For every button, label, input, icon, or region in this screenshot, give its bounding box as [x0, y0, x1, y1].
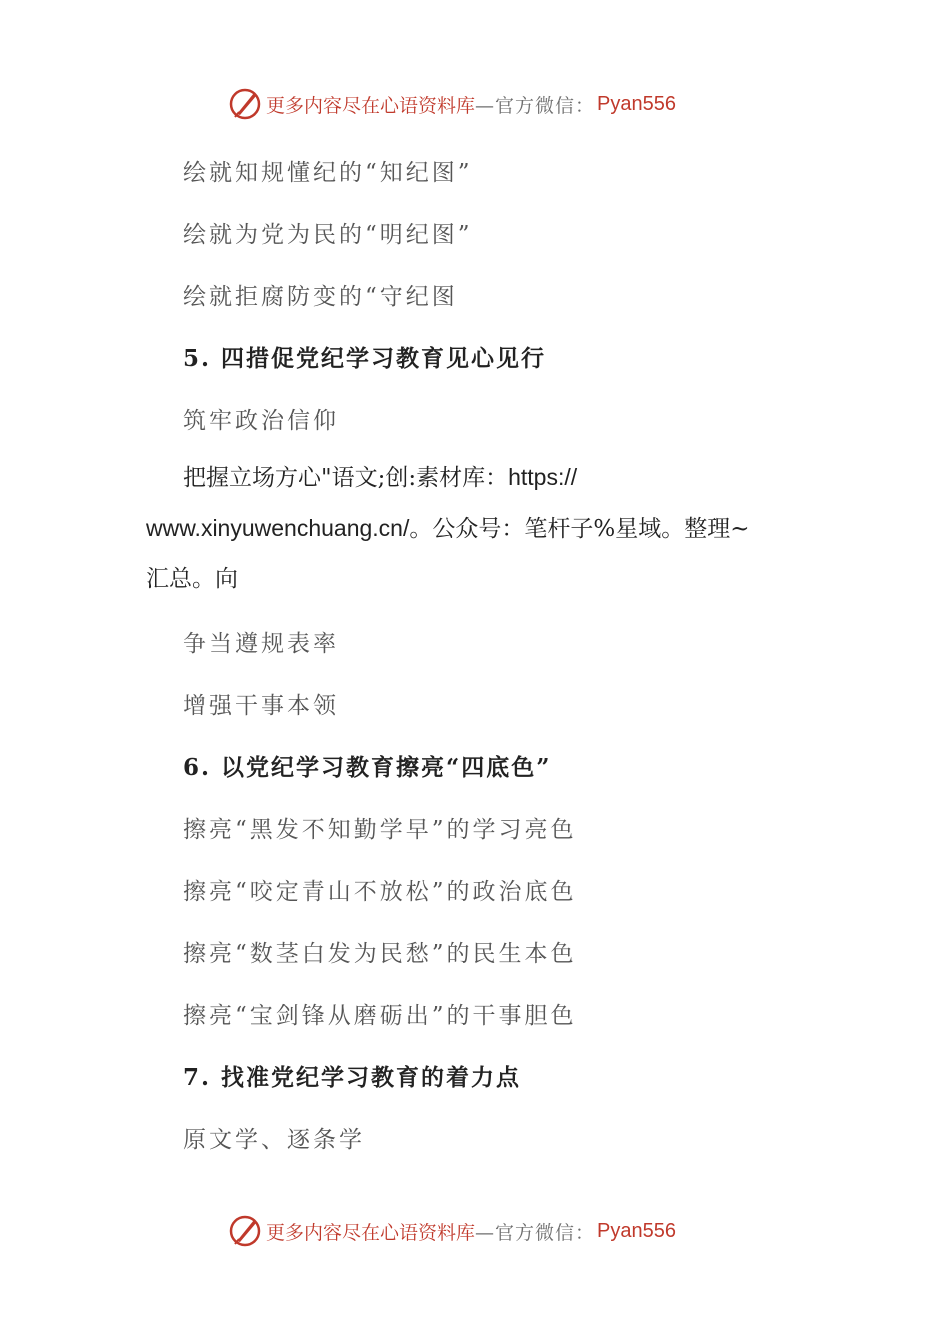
text-line: 擦亮“黑发不知勤学早”的学习亮色 [183, 817, 577, 843]
header-banner [228, 84, 728, 124]
banner-title: 更多内容尽在心语资料库 [266, 1221, 476, 1244]
text-line: 原文学、逐条学 [183, 1127, 365, 1153]
text-line: 增强干事本领 [183, 693, 339, 719]
paragraph-url: www.xinyuwenchuang.cn/ [146, 515, 410, 541]
footer-banner [228, 1211, 728, 1251]
text-line: 擦亮“数茎白发为民愁”的民生本色 [183, 941, 577, 967]
text-line: 擦亮“咬定青山不放松”的政治底色 [183, 879, 577, 905]
section-heading: 5. 四措促党纪学习教育见心见行 [183, 345, 547, 372]
banner-wechat-id: Pyan556 [597, 92, 676, 115]
text-line: 绘就为党为民的“明纪图” [183, 222, 473, 248]
paragraph-text: 把握立场方心"语文;创:素材库： [183, 465, 509, 491]
paragraph-line: 汇总。向 [146, 566, 238, 592]
section-heading: 7. 找准党纪学习教育的着力点 [183, 1064, 522, 1091]
paragraph [146, 452, 806, 604]
paragraph-line [146, 503, 806, 554]
quill-logo-icon [228, 87, 262, 121]
banner-title: 更多内容尽在心语资料库 [266, 94, 476, 117]
paragraph-url-part: https:// [508, 464, 578, 490]
text-line: 争当遵规表率 [183, 631, 339, 657]
paragraph-line [146, 452, 806, 503]
section-heading: 6. 以党纪学习教育擦亮“四底色” [183, 754, 552, 781]
text-line: 绘就拒腐防变的“守纪图 [183, 284, 458, 310]
banner-subtitle: —官方微信： [475, 1221, 596, 1244]
text-line: 绘就知规懂纪的“知纪图” [183, 160, 473, 186]
paragraph-text: 。公众号：笔杆子%星域。整理~ [409, 516, 750, 542]
quill-logo-icon [228, 1214, 262, 1248]
text-line: 筑牢政治信仰 [183, 408, 339, 434]
banner-wechat-id: Pyan556 [597, 1219, 676, 1242]
banner-subtitle: —官方微信： [475, 94, 596, 117]
text-line: 擦亮“宝剑锋从磨砺出”的干事胆色 [183, 1003, 577, 1029]
